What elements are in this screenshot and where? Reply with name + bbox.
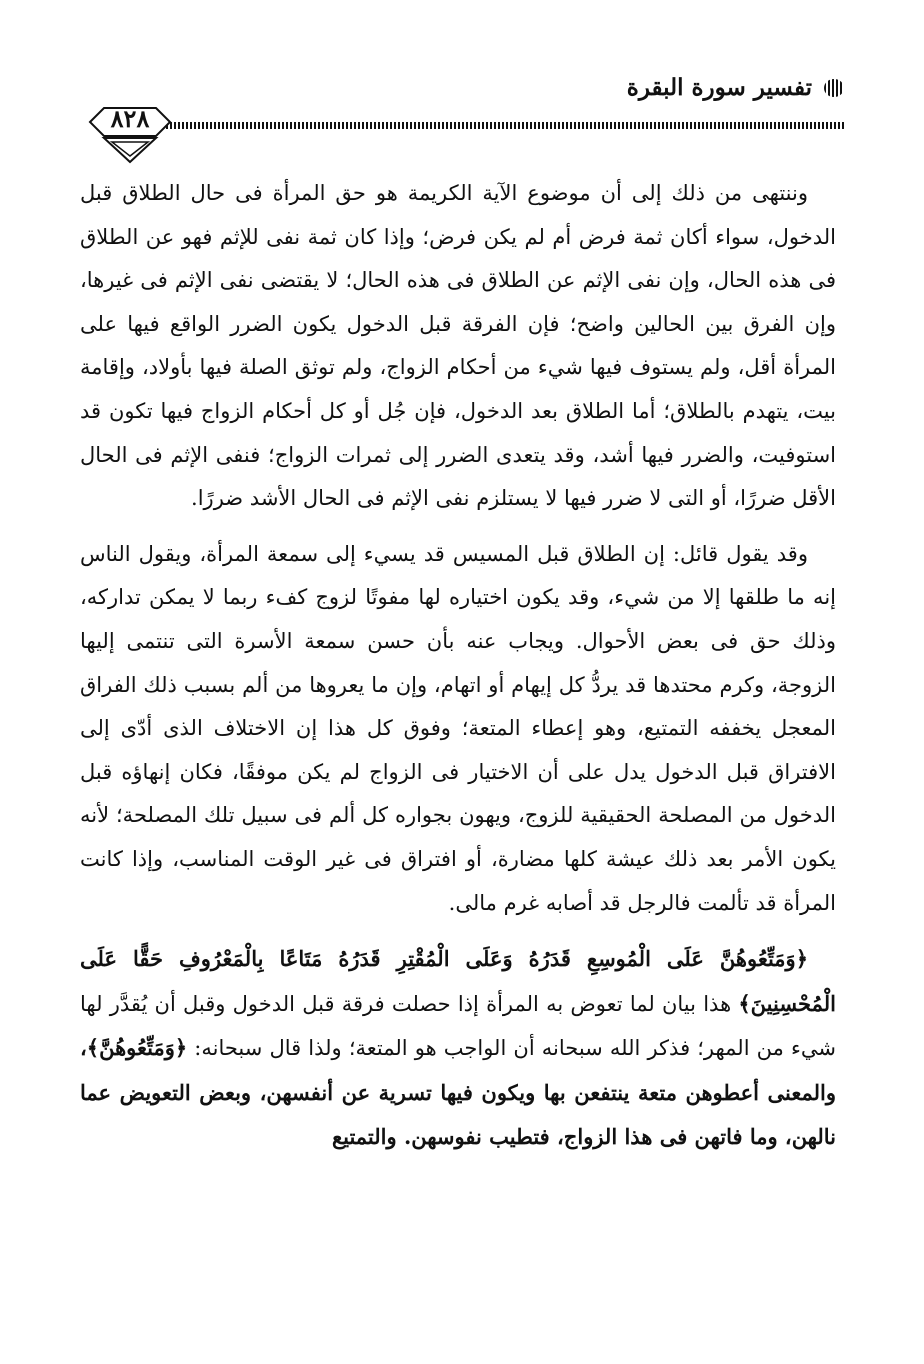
verse-quote: ﴿وَمَتِّعُوهُنَّ عَلَى الْمُوسِعِ قَدَرُهُ وَعَلَى الْمُقْتِرِ قَدَرُهُ مَتَاعًا بِالْمَعْرُوفِ حَقًّا عَلَى الْمُحْسِنِينَ﴾ bbox=[80, 946, 836, 1016]
page-number: ٨٢٨ bbox=[110, 104, 150, 133]
verse-short-quote: ﴿وَمَتِّعُوهُنَّ﴾ bbox=[86, 1035, 188, 1061]
verse-commentary: هذا بيان لما تعوض به المرأة إذا حصلت فرقة قبل الدخول وقبل أن يُقدَّر لها شيء من المهر؛ فذكر الله سبحانه أن الواجب هو المتعة؛ ولذا قال سبحانه: bbox=[80, 991, 836, 1061]
header-rule bbox=[166, 122, 844, 129]
body-text bbox=[80, 172, 836, 1172]
paragraph-2: وقد يقول قائل: إن الطلاق قبل المسيس قد يسيء إلى سمعة المرأة، ويقول الناس إنه ما طلقها إلا من شيء، وقد يكون اختياره لها مفوتًا لزوج كفء ربما لا يمكن تداركه، وذلك حق فى بعض الأحوال. ويجاب عنه بأن حسن سمعة الأسرة التى تنتمى إليها الزوجة، وكرم محتدها قد يردُّ كل إيهام أو اتهام، وإن ما يعروها من ألم بسبب ذلك الفراق المعجل يخففه التمتيع، وهو إعطاء المتعة؛ وفوق كل هذا إن الاختلاف الذى أدّى إلى الافتراق قبل الدخول يدل على أن الاختيار فى الزواج لم يكن موفقًا، فكان إنهاؤه قبل الدخول من المصلحة الحقيقية للزوج، ويهون بجواره كل ألم فى سبيل تلك المصلحة؛ لأنه يكون الأمر بعد ذلك عيشة كلها مضارة، أو افتراق فى غير الوقت المناسب، وإذا كانت المرأة قد تألمت فالرجل قد أصابه غرم مالى. bbox=[80, 541, 836, 915]
page-number-badge bbox=[86, 86, 174, 166]
paragraph-1: وننتهى من ذلك إلى أن موضوع الآية الكريمة هو حق المرأة فى حال الطلاق قبل الدخول، سواء أكان ثمة فرض أم لم يكن فرض؛ وإذا كان ثمة نفى للإثم فهو عن الطلاق فى هذه الحال، وإن نفى الإثم عن الطلاق فى هذه الحال؛ لا يقتضى نفى الإثم فى غيرها، وإن الفرق بين الحالين واضح؛ فإن الفرقة قبل الدخول يكون الضرر الواقع فيها على المرأة أقل، ولم يستوف فيها شيء من أحكام الزواج، ولم توثق الصلة فيها بأولاد، وإقامة بيت، يتهدم بالطلاق؛ أما الطلاق بعد الدخول، فإن جُل أو كل أحكام الزواج فيها تكون قد استوفيت، والضرر فيها أشد، وقد يتعدى الضرر إلى ثمرات الزواج؛ فنفى الإثم فى الحال الأقل ضررًا، أو التى لا ضرر فيها لا يستلزم نفى الإثم فى الحال الأشد ضررًا. bbox=[80, 181, 836, 511]
ornament-icon bbox=[824, 79, 844, 97]
page-header bbox=[86, 72, 844, 162]
running-title bbox=[627, 74, 844, 101]
paragraph-verse bbox=[80, 937, 836, 1160]
running-title-text: تفسير سورة البقرة bbox=[626, 74, 812, 101]
verse-commentary-tail: ، والمعنى أعطوهن متعة ينتفعن بها ويكون فيها تسرية عن أنفسهن، وبعض التعويض عما نالهن، وما فاتهن فى هذا الزواج، فتطيب نفوسهن. والتمتيع bbox=[80, 1035, 836, 1150]
